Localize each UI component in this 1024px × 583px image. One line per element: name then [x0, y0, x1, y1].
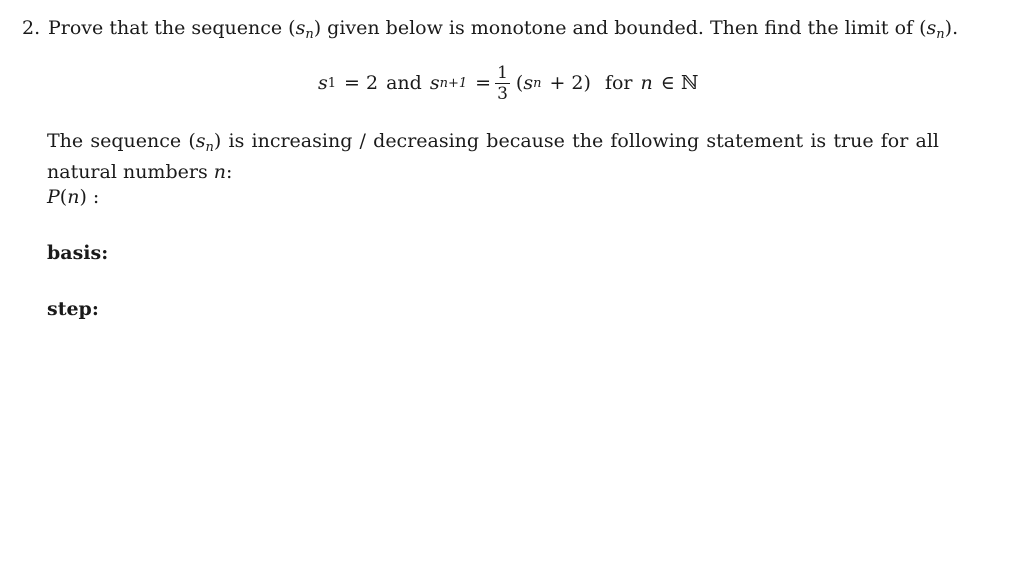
recurrence-equation: s 1 = 2 and s n+1 = $\frac{1}{3}$ ( s n + 2) for n ∈ ℕ [318, 62, 699, 104]
basis-label: basis: [47, 242, 109, 264]
problem-number: 2. [22, 17, 41, 39]
monotonicity-paragraph: The sequence $(s_n)$ is increasing / decreasing because the following statement is true for all natural numbers n: [47, 130, 939, 183]
problem-statement: 2. Prove that the sequence $(s_n)$ given below is monotone and bounded. Then find the limit of $(s_n)$. [22, 17, 959, 42]
fraction-one-third: $\frac{1}{3}$ [497, 62, 508, 104]
step-label: step: [47, 298, 99, 320]
statement-pn: P(n) : [47, 186, 100, 208]
